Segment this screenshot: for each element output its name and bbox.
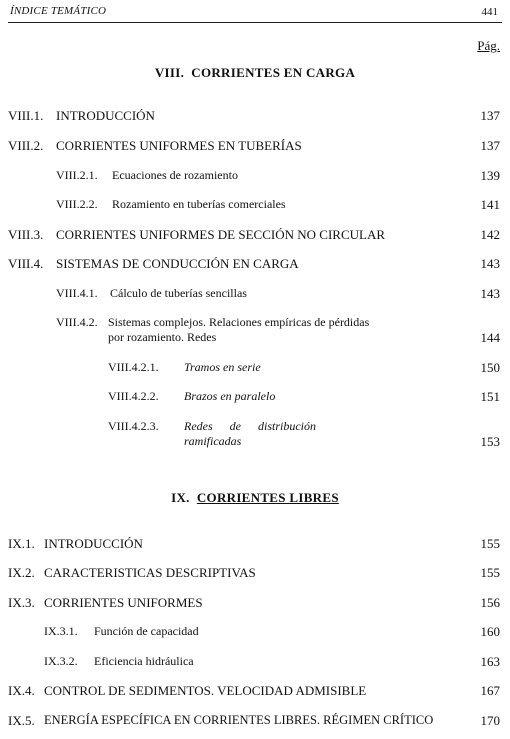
- entry-page: 155: [480, 536, 500, 551]
- entry-code: VIII.4.: [8, 256, 44, 271]
- entry-page: 142: [480, 227, 500, 242]
- entry-code: VIII.3.: [8, 227, 44, 242]
- page-column-label: Pág.: [477, 38, 500, 53]
- entry-page: 155: [480, 565, 500, 580]
- toc-entry: [0, 197, 510, 215]
- toc-entry: [0, 536, 510, 554]
- toc-entry: [0, 624, 510, 642]
- entry-title: CARACTERISTICAS DESCRIPTIVAS: [44, 565, 256, 580]
- toc-entry: [0, 108, 510, 126]
- toc-entry: [0, 227, 510, 245]
- entry-page: 139: [480, 168, 500, 183]
- entry-title: INTRODUCCIÓN: [56, 108, 155, 123]
- toc-entry: [0, 565, 510, 583]
- section-heading-ix: [0, 490, 510, 506]
- entry-code: IX.3.1.: [44, 624, 78, 638]
- section-title: CORRIENTES EN CARGA: [191, 65, 356, 80]
- entry-title: CORRIENTES UNIFORMES EN TUBERÍAS: [56, 138, 302, 153]
- toc-entry: [0, 683, 510, 701]
- entry-code: IX.5.: [8, 713, 35, 728]
- section-number: VIII.: [154, 65, 185, 80]
- entry-title-line1: Sistemas complejos. Relaciones empíricas de pérdidas: [108, 315, 370, 329]
- entry-code: VIII.2.: [8, 138, 44, 153]
- entry-page: 163: [480, 654, 500, 669]
- entry-code: VIII.4.2.2.: [108, 389, 159, 403]
- entry-title: CONTROL DE SEDIMENTOS. VELOCIDAD ADMISIBLE: [44, 683, 367, 698]
- entry-title-line2: por rozamiento. Redes: [108, 330, 217, 344]
- entry-code: IX.4.: [8, 683, 35, 698]
- entry-code: VIII.2.2.: [56, 197, 98, 211]
- toc-entry: [0, 256, 510, 274]
- entry-title: SISTEMAS DE CONDUCCIÓN EN CARGA: [56, 256, 299, 271]
- entry-title: Eficiencia hidráulica: [94, 654, 194, 668]
- toc-entry: [0, 713, 510, 731]
- entry-code: VIII.4.2.1.: [108, 360, 159, 374]
- entry-page: 143: [480, 256, 500, 271]
- page-number: 441: [481, 6, 498, 18]
- entry-code: IX.3.2.: [44, 654, 78, 668]
- toc-entry: [0, 168, 510, 186]
- entry-code: VIII.4.1.: [56, 286, 98, 300]
- toc-entry: [0, 286, 510, 304]
- entry-title: Cálculo de tuberías sencillas: [110, 286, 247, 300]
- entry-title: Tramos en serie: [184, 360, 261, 374]
- entry-page: 143: [480, 286, 500, 301]
- entry-title: ENERGÍA ESPECÍFICA EN CORRIENTES LIBRES. RÉGIMEN CRÍTICO: [44, 713, 434, 727]
- entry-page: 167: [480, 683, 500, 698]
- entry-code: VIII.4.2.: [56, 315, 98, 329]
- toc-entry: [0, 595, 510, 613]
- entry-title: Rozamiento en tuberías comerciales: [112, 197, 286, 211]
- entry-title-line2: ramificadas: [184, 434, 242, 448]
- entry-page: 141: [480, 197, 500, 212]
- entry-page: 153: [480, 434, 500, 449]
- toc-entry: [0, 360, 510, 378]
- entry-page: 151: [480, 389, 500, 404]
- toc-entry: [0, 389, 510, 407]
- entry-title-line1: Redes de distribución: [184, 419, 316, 433]
- toc-entry: [0, 315, 510, 349]
- entry-title: CORRIENTES UNIFORMES: [44, 595, 203, 610]
- entry-title: Ecuaciones de rozamiento: [112, 168, 238, 182]
- entry-page: 156: [480, 595, 500, 610]
- running-header-title: ÍNDICE TEMÁTICO: [10, 5, 107, 17]
- entry-title: Función de capacidad: [94, 624, 199, 638]
- entry-code: IX.3.: [8, 595, 35, 610]
- entry-code: IX.1.: [8, 536, 35, 551]
- entry-code: VIII.2.1.: [56, 168, 98, 182]
- entry-page: 170: [480, 713, 500, 728]
- toc-entry: [0, 419, 510, 453]
- entry-code: IX.2.: [8, 565, 35, 580]
- toc-entry: [0, 654, 510, 672]
- entry-page: 137: [480, 108, 500, 123]
- entry-title: Brazos en paralelo: [184, 389, 276, 403]
- entry-title: CORRIENTES UNIFORMES DE SECCIÓN NO CIRCULAR: [56, 227, 385, 242]
- entry-page: 137: [480, 138, 500, 153]
- entry-page: 144: [480, 330, 500, 345]
- section-heading-viii: [0, 65, 510, 81]
- toc-entry: [0, 138, 510, 156]
- entry-code: VIII.1.: [8, 108, 44, 123]
- section-title: CORRIENTES LIBRES: [196, 490, 339, 505]
- entry-title: INTRODUCCIÓN: [44, 536, 143, 551]
- section-number: IX.: [171, 490, 190, 505]
- entry-code: VIII.4.2.3.: [108, 419, 159, 433]
- header-rule: [8, 22, 502, 23]
- entry-page: 150: [480, 360, 500, 375]
- entry-page: 160: [480, 624, 500, 639]
